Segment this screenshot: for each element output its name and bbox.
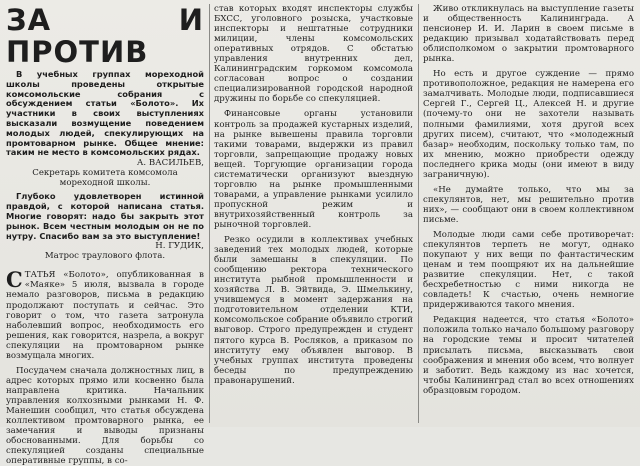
lead-paragraph: В учебных группах мореходной школы проведены открытые комсомольские собрания с обсуждением статьи «Болото». Их участники в своих выступлениях высказали возмущение поведением молодых людей, спекулирующих на промтоварном рынке. Общее мнение: таким не место в комсомольских рядах.: [6, 69, 204, 158]
drop-cap: С: [6, 267, 23, 293]
column-1: [6, 3, 204, 466]
article-paragraph: Посудачем сначала должностных лиц, в адрес которых прямо или косвенно была направлена критика. Начальник управления колхозными рынками Н. Ф. Манешин сообщил, что статья обсуждена коллективом промтоварного рынка, ее замечания и выводы признаны обоснованными. Для борьбы со спекуляцией созданы специальные оперативные группы, в со-: [6, 365, 204, 466]
column-3: [423, 4, 634, 422]
column-divider: [418, 4, 419, 423]
article-paragraph: Редакция надеется, что статья «Болото» положила только начало большому разговору на городские темы и просит читателей присылать письма, высказывать свои соображения и мнения обо всем, что волнует и заботит. Ведь каждому из нас хочется, чтобы Калининград стал во всех отношениях образцовым городом.: [423, 315, 634, 396]
column-2: [214, 4, 413, 422]
article-opening-text: ТАТЬЯ «Болото», опубликованная в «Маяке» 5 июля, вызвала в городе немало разговоров, письма в редакцию продолжают поступать и сейчас. Это говорит о том, что газета затронула наболевший вопрос, необходимость его решения, как говорится, назрела, а вокруг спекуляции на промтоварном рынке возмущала многих.: [6, 270, 204, 361]
article-paragraph: Финансовые органы установили контроль за продажей кустарных изделий, на рынке вывешены правила торговли такими товарами, выдержки из правил торговли, запрещающие продажу новых вещей. Торгующие организации города систематически организуют выездную торговлю на рынке промышленными товарами, а управление рынками усилило пропускной режим и внутрихозяйственный контроль за рыночной торговлей.: [214, 109, 413, 230]
signature-name-2: Н. ГУДИК,: [155, 241, 204, 252]
article-opening: [6, 267, 204, 361]
article-paragraph: Резко осудили в коллективах учебных заведений тех молодых людей, которые были замешаны в спекуляции. По сообщению ректора технического института рыбной промышленности и хозяйства Л. В. Эйтвида, Э. Шмелькину, учившемуся в момент задержания на подготовительном отделении КТИ, комсомольское собрание объявило строгий выговор. Строго предупрежден и студент пятого курса В. Росляков, а приказом по институту ему объявлен выговор. В учебных группах института проведены беседы по предупреждению правонарушений.: [214, 235, 413, 386]
article-paragraph: Живо откликнулась на выступление газеты и общественность Калининграда. А пенсионер И. И. Ларин в своем письме в редакцию призывал ходатайствовать перед облисполкомом о закрытии промтоварного рынка.: [423, 4, 634, 65]
signature-role-2: Матрос траулового флота.: [44, 251, 166, 262]
article-paragraph: «Не думайте только, что мы за спекулянтов, нет, мы решительно против них», — сообщают они в своем коллективном письме.: [423, 184, 634, 225]
article-paragraph: став которых входят инспекторы службы БХСС, уголовного розыска, участковые инспекторы и нештатные сотрудники милиции, члены комсомольских оперативных отрядов. С обстатью управления внутренних дел, Калининградским горкомом комсомола согласован вопрос о создании специализированной городской народной дружины по борьбе со спекуляцией.: [214, 4, 413, 105]
signature-role-1: Секретарь комитета комсомола мореходной школы.: [32, 168, 178, 189]
reader-letter: Глубоко удовлетворен истинной правдой, с которой написана статья. Многие говорят: надо бы закрыть этот рынок. Всем честным молодым он не по нутру. Спасибо вам за это выступление!: [6, 191, 204, 241]
headline: ЗА И ПРОТИВ: [6, 3, 204, 69]
signature-name-1: А. ВАСИЛЬЕВ,: [136, 158, 204, 169]
article-paragraph: Но есть и другое суждение — прямо противоположное, редакция не намерена его замалчивать. Молодые люди, подписавшиеся Сергей Г., Сергей Ц., Алексей Н. и другие (почему-то они не захотели называть полными фамилиями, хотя другой всех других писем), считают, что «молодежный базар» необходим, поскольку только там, по их мнению, можно приобрести одежду последнего крика моды (они имеют в виду заграничную).: [423, 69, 634, 180]
column-divider: [209, 4, 210, 423]
article-paragraph: Молодые люди сами себе противоречат: спекулянтов терпеть не могут, однако покупают у них вещи по фантастическим ценам и тем поощряют их на дальнейшие развитие спекуляции. Нет, с такой бесхребетностью с ними никогда не совладеть! К счастью, очень немногие придерживаются такого мнения.: [423, 229, 634, 311]
